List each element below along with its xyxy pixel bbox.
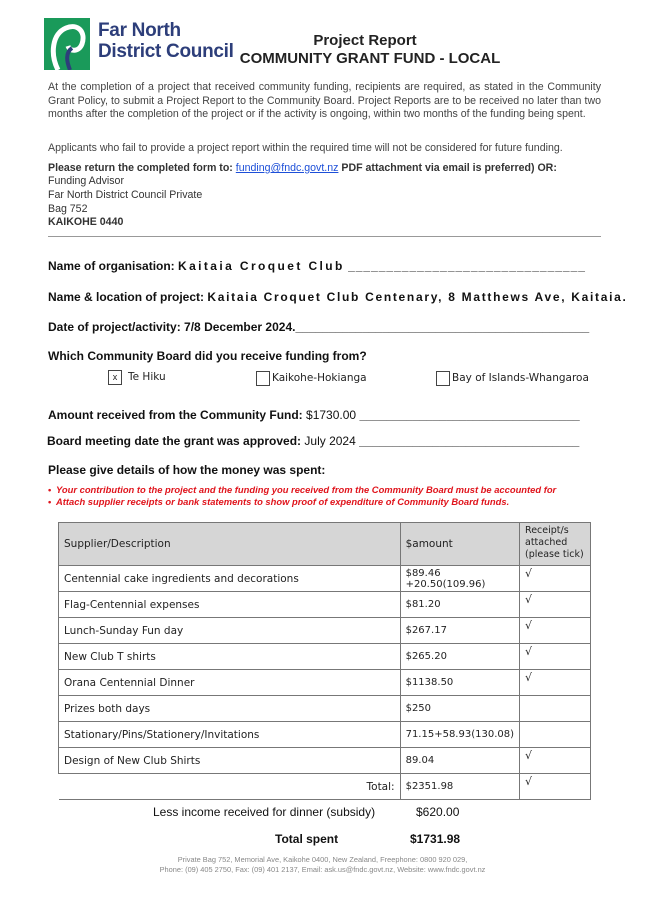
bullet-receipts: • Attach supplier receipts or bank statements to show proof of expenditure of Community Board funds. [56,496,509,507]
total-spent-label: Total spent [275,832,339,846]
row-amount: $1138.50 [400,670,519,696]
row-amount: 71.15+58.93(130.08) [400,722,519,748]
row-amount: 89.04 [400,748,519,774]
expenditure-table [58,522,591,800]
address-line: Funding Advisor [48,175,124,187]
return-prefix: Please return the completed form to: [48,162,233,174]
table-row [59,618,591,644]
row-description: Centennial cake ingredients and decorations [59,566,401,592]
less-income-label: Less income received for dinner (subsidy) [153,805,376,819]
address-city: KAIKOHE 0440 [48,216,124,228]
row-receipt-tick[interactable]: √ [520,592,591,618]
intro-paragraph: At the completion of a project that received community funding, recipients are required, as stated in the Community Grant Policy, to submit a Project Report to the Community Board. Project Reports are to be received no later than two months after the completion of the project or if the activity is ongoing, within two months of the funding being spent. [48,81,601,120]
row-description: Lunch-Sunday Fun day [59,618,401,644]
date-value: 7/8 December 2024. [184,320,296,334]
meeting-date-value: July 2024 [304,434,356,448]
divider [48,236,601,237]
date-label: Date of project/activity: [48,320,181,334]
return-instructions [48,162,557,176]
checkbox-kaikohe-hokianga[interactable] [256,371,270,386]
total-label: Total: [59,774,401,800]
amount-field: Amount received from the Community Fund: $1730.00 _________________________________ [48,408,580,422]
row-description: Prizes both days [59,696,401,722]
table-row [59,592,591,618]
row-receipt-tick[interactable] [520,696,591,722]
row-amount: $250 [400,696,519,722]
email-link[interactable]: funding@fndc.govt.nz [235,162,339,174]
report-subtitle: COMMUNITY GRANT FUND - LOCAL [239,50,501,67]
footer-address: Private Bag 752, Memorial Ave, Kaikohe 0400, New Zealand, Freephone: 0800 920 029, [177,855,468,864]
report-title: Project Report [313,32,417,49]
meeting-date-field: Board meeting date the grant was approved: July 2024 _________________________________ [47,434,580,448]
total-spent-value: $1731.98 [410,832,461,846]
footer-contact: Phone: (09) 405 2750, Fax: (09) 401 2137, Email: ask.us@fndc.govt.nz, Website: www.fndc.govt.nz [159,865,486,874]
header-amount: $amount [400,523,519,566]
row-receipt-tick[interactable] [520,722,591,748]
row-description: Orana Centennial Dinner [59,670,401,696]
organisation-label: Name of organisation: [48,259,175,273]
return-suffix: PDF attachment via email is preferred) OR: [341,162,557,174]
checkbox-te-hiku[interactable]: x [108,370,122,385]
table-total-row [59,774,591,800]
row-description: New Club T shirts [59,644,401,670]
address-line: Far North District Council Private [48,189,203,201]
spending-details-label: Please give details of how the money was spent: [48,463,326,477]
warning-paragraph: Applicants who fail to provide a project report within the required time will not be considered for future funding. [48,142,563,154]
row-amount: $81.20 [400,592,519,618]
header-receipts: Receipt/s attached (please tick) [520,523,591,566]
checkbox-label-bay-of-islands: Bay of Islands-Whangaroa [452,372,589,384]
row-receipt-tick[interactable]: √ [520,566,591,592]
row-description: Flag-Centennial expenses [59,592,401,618]
total-receipt-tick[interactable]: √ [520,774,591,800]
row-receipt-tick[interactable]: √ [520,748,591,774]
header-description: Supplier/Description [59,523,401,566]
organisation-value: Kaitaia Croquet Club [178,259,345,273]
row-amount: $89.46 +20.50(109.96) [400,566,519,592]
row-receipt-tick[interactable]: √ [520,670,591,696]
organisation-field: Name of organisation: Kaitaia Croquet Club _______________________________ [48,259,586,273]
row-receipt-tick[interactable]: √ [520,618,591,644]
row-description: Design of New Club Shirts [59,748,401,774]
bullet-contribution: • Your contribution to the project and the funding you received from the Community Board must be accounted for [56,484,556,495]
checkbox-label-te-hiku: Te Hiku [128,371,166,383]
amount-value: $1730.00 [306,408,357,422]
table-header-row [59,523,591,566]
total-value: $2351.98 [400,774,519,800]
row-receipt-tick[interactable]: √ [520,644,591,670]
meeting-date-label: Board meeting date the grant was approved: [47,434,302,448]
row-amount: $265.20 [400,644,519,670]
row-description: Stationary/Pins/Stationery/Invitations [59,722,401,748]
logo-line-1: Far North [98,20,181,41]
project-field [48,290,628,304]
project-value: Kaitaia Croquet Club Centenary, 8 Matthews Ave, Kaitaia. [207,290,628,304]
table-row [59,670,591,696]
table-row [59,696,591,722]
address-line: Bag 752 [48,203,88,215]
table-row [59,722,591,748]
checkbox-bay-of-islands[interactable] [436,371,450,386]
table-row [59,644,591,670]
council-logo-icon [44,18,90,70]
table-row [59,748,591,774]
table-row [59,566,591,592]
project-label: Name & location of project: [48,290,205,304]
logo-line-2: District Council [98,41,234,62]
checkbox-label-kaikohe-hokianga: Kaikohe-Hokianga [272,372,367,384]
board-question: Which Community Board did you receive funding from? [48,349,367,363]
less-income-value: $620.00 [416,805,460,819]
amount-label: Amount received from the Community Fund: [48,408,303,422]
date-field: Date of project/activity: 7/8 December 2024.____________________________________________ [48,320,590,334]
row-amount: $267.17 [400,618,519,644]
council-logo-text [98,20,234,62]
